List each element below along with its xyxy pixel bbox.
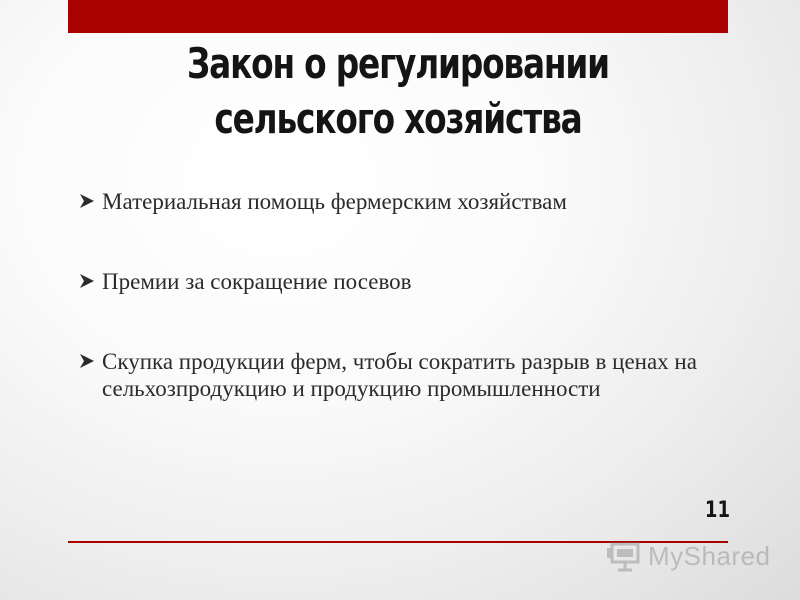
bullet-list bbox=[78, 188, 718, 402]
bullet-item bbox=[78, 268, 718, 295]
bullet-text: Скупка продукции ферм, чтобы сократить разрыв в ценах на сельхозпродукцию и продукцию промышленности bbox=[102, 349, 697, 401]
slide-title: Закон о регулировании сельского хозяйства bbox=[187, 39, 609, 143]
bullet-text: Материальная помощь фермерским хозяйствам bbox=[102, 189, 567, 214]
presentation-board-icon bbox=[606, 540, 644, 572]
bullet-item bbox=[78, 348, 718, 402]
watermark-text: MyShared bbox=[648, 541, 771, 571]
bullet-item bbox=[78, 188, 718, 215]
bullet-text: Премии за сокращение посевов bbox=[102, 269, 412, 294]
slide-number: 11 bbox=[704, 498, 730, 523]
arrowhead-bullet-icon bbox=[78, 352, 96, 370]
top-accent-bar bbox=[68, 0, 728, 33]
arrowhead-bullet-icon bbox=[78, 272, 96, 290]
watermark-logo bbox=[606, 538, 776, 574]
arrowhead-bullet-icon bbox=[78, 192, 96, 210]
